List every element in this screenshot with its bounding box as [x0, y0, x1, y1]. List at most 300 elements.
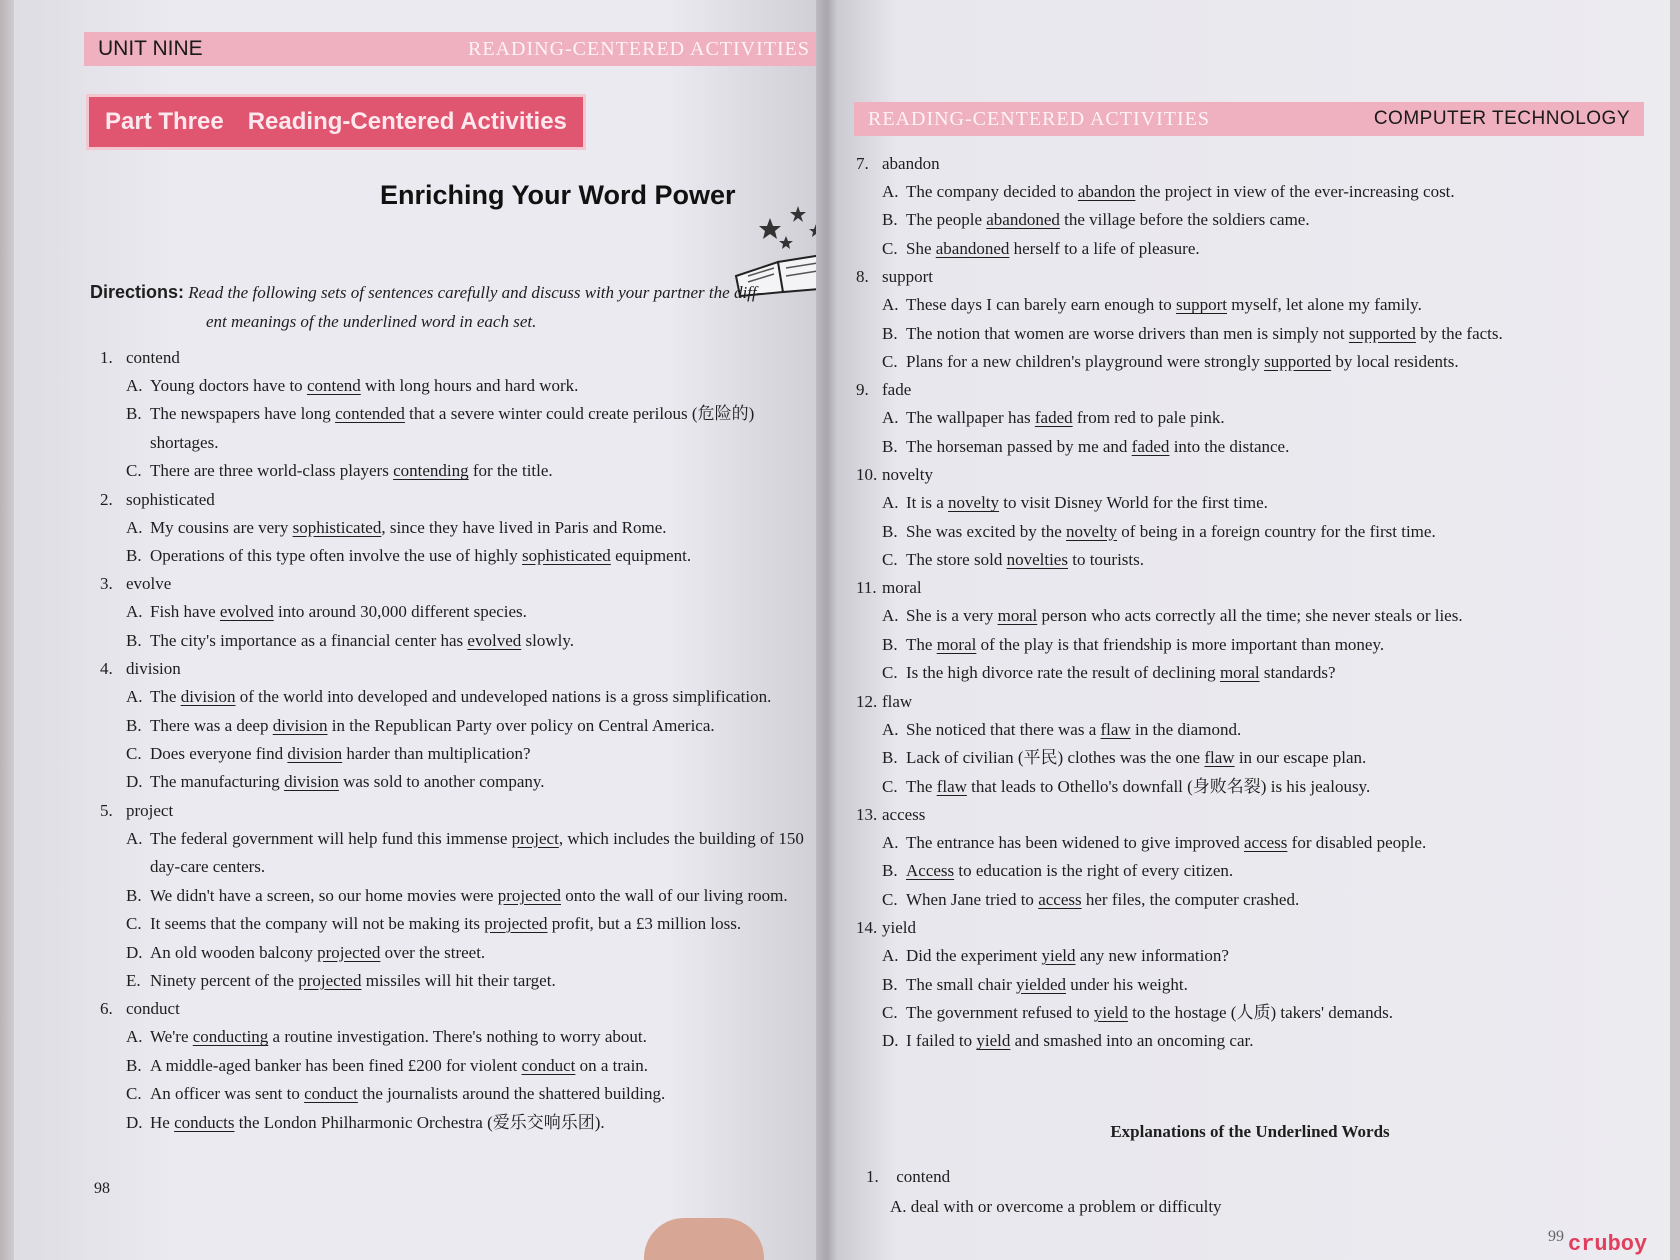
sentence-after: missiles will hit their target. [361, 970, 556, 990]
example-sentence [856, 659, 1656, 687]
word-entry [856, 914, 1656, 1056]
entry-header [856, 461, 1656, 489]
sentence-after: , since they have lived in Paris and Rome. [381, 517, 667, 537]
example-sentence [856, 744, 1656, 772]
underlined-word: contending [393, 461, 469, 481]
sentence-text [150, 372, 826, 400]
example-sentence [100, 683, 826, 711]
entry-number: 5. [100, 800, 113, 820]
sentence-after: in our escape plan. [1234, 748, 1367, 768]
sentence-before: An old wooden balcony [150, 942, 318, 962]
sentence-after: herself to a life of pleasure. [1009, 238, 1200, 258]
page-heading: Enriching Your Word Power [380, 180, 736, 210]
example-sentence [856, 348, 1656, 376]
sentence-after: to tourists. [1067, 550, 1145, 570]
example-sentence [100, 740, 826, 768]
sentence-after: to the hostage (人质) takers' demands. [1127, 1002, 1393, 1022]
sentence-after: standards? [1259, 663, 1336, 683]
example-sentence [856, 942, 1656, 970]
sentence-letter: A. [882, 182, 899, 201]
topic-label: COMPUTER TECHNOLOGY [1373, 108, 1630, 129]
sentence-before: She was excited by the [906, 521, 1067, 541]
sentence-text [150, 768, 826, 796]
sentence-letter: C. [126, 744, 142, 764]
sentence-after: into around 30,000 different species. [273, 602, 527, 622]
sentence-text [150, 598, 826, 626]
entry-word: sophisticated [126, 489, 215, 509]
sentence-text [906, 291, 1656, 319]
example-sentence [856, 716, 1656, 744]
sentence-before: The people [906, 210, 987, 230]
entry-header [856, 914, 1656, 942]
word-entry [100, 344, 826, 486]
sentence-before: The federal government will help fund this immense [150, 828, 512, 848]
sentence-text [150, 627, 826, 655]
sentence-letter: A. [882, 408, 899, 428]
underlined-word: flaw [1204, 748, 1235, 768]
example-sentence [856, 320, 1656, 348]
example-sentence [856, 235, 1656, 263]
word-entry [856, 461, 1656, 574]
sentence-after: in the diamond. [1130, 719, 1242, 739]
example-sentence [856, 773, 1656, 801]
sentence-letter: B. [126, 715, 142, 735]
underlined-word: moral [997, 606, 1038, 626]
sentence-letter: A. [126, 376, 143, 395]
sentence-before: It seems that the company will not be making its [150, 914, 485, 934]
example-sentence [856, 1027, 1656, 1055]
sentence-text [906, 942, 1656, 970]
example-sentence [100, 768, 826, 796]
sentence-letter: C. [882, 352, 898, 372]
underlined-word: moral [1219, 663, 1260, 683]
sentence-before: Did the experiment [906, 946, 1042, 966]
word-entry [100, 570, 826, 655]
sentence-after: harder than multiplication? [342, 744, 531, 764]
sentence-letter: C. [882, 550, 898, 570]
sentence-letter: B. [882, 521, 898, 541]
sentence-before: She noticed that there was a [906, 719, 1101, 739]
sentence-letter: A. [126, 828, 143, 848]
sentence-letter: C. [882, 238, 898, 258]
example-sentence [100, 910, 826, 938]
entry-word: moral [882, 578, 922, 598]
sentence-text [906, 489, 1656, 517]
sentence-after: for the title. [468, 461, 553, 481]
underlined-word: abandoned [986, 210, 1060, 230]
underlined-word: yield [1093, 1002, 1128, 1022]
sentence-after: with long hours and hard work. [360, 376, 579, 395]
sentence-text [906, 631, 1656, 659]
entry-word: conduct [126, 999, 180, 1019]
right-header-band [854, 102, 1644, 136]
sentence-before: The city's importance as a financial center has [150, 630, 468, 650]
underlined-word: yield [1041, 946, 1076, 966]
sentence-after: myself, let alone my family. [1227, 295, 1422, 315]
sentence-before: My cousins are very [150, 517, 293, 537]
sentence-before: An officer was sent to [150, 1084, 305, 1104]
word-entry [100, 797, 826, 995]
sentence-letter: B. [126, 1055, 142, 1075]
left-page [14, 0, 830, 1260]
sentence-text [150, 939, 826, 967]
underlined-word: abandoned [935, 238, 1010, 258]
sentence-after: onto the wall of our living room. [560, 885, 788, 905]
sentence-text [150, 910, 826, 938]
sentence-letter: D. [126, 772, 143, 792]
sentence-letter: A. [126, 602, 143, 622]
sentence-letter: B. [882, 210, 898, 230]
example-sentence [856, 971, 1656, 999]
sentence-before: Operations of this type often involve the use of highly [150, 546, 523, 566]
example-sentence [856, 999, 1656, 1027]
sentence-text [906, 829, 1656, 857]
sentence-text [906, 235, 1656, 263]
sentence-before: There was a deep [150, 715, 273, 735]
sentence-before: The small chair [906, 974, 1016, 994]
example-sentence [856, 857, 1656, 885]
sentence-letter: A. [882, 719, 899, 739]
sentence-after: the London Philharmonic Orchestra (爱乐交响乐团). [234, 1112, 605, 1132]
entry-number: 7. [856, 154, 869, 173]
sentence-text [906, 1027, 1656, 1055]
part-title-box [86, 94, 586, 150]
sentence-letter: C. [882, 1002, 898, 1022]
entry-number: 4. [100, 659, 113, 679]
underlined-word: sophisticated [292, 517, 382, 537]
example-sentence [856, 433, 1656, 461]
underlined-word: Access [906, 861, 955, 881]
part-title: Reading-Centered Activities [247, 108, 567, 135]
underlined-word: contended [335, 404, 405, 424]
example-sentence [100, 1080, 826, 1108]
sentence-text [906, 744, 1656, 772]
directions-text-line1: Read the following sets of sentences carefully and discuss with your partner the diff- [188, 283, 763, 302]
entry-number: 14. [856, 918, 878, 938]
word-entry [856, 801, 1656, 914]
sentence-letter: C. [126, 461, 142, 481]
underlined-word: faded [1034, 408, 1073, 428]
sentence-before: Lack of civilian (平民) clothes was the one [906, 748, 1205, 768]
sentence-letter: B. [126, 404, 142, 424]
page-number: 98 [94, 1180, 110, 1197]
sentence-before: The horseman passed by me and [906, 436, 1132, 456]
entry-word: contend [126, 348, 180, 367]
sentence-after: from red to pale pink. [1072, 408, 1225, 428]
left-entries-list [100, 344, 826, 1137]
sentence-text [150, 740, 826, 768]
sentence-text [150, 514, 826, 542]
word-entry [856, 150, 1656, 263]
sentence-letter: B. [882, 323, 898, 343]
underlined-word: support [1176, 295, 1227, 315]
example-sentence [856, 886, 1656, 914]
underlined-word: conduct [521, 1055, 576, 1075]
entry-word: project [126, 800, 174, 820]
example-sentence [856, 546, 1656, 574]
left-header-band [84, 32, 824, 66]
underlined-word: projected [497, 885, 561, 905]
sentence-after: slowly. [521, 630, 574, 650]
underlined-word: evolved [219, 602, 274, 622]
entry-header [100, 570, 826, 598]
sentence-letter: A. [882, 295, 899, 315]
sentence-after: was sold to another company. [338, 772, 545, 792]
example-sentence [100, 372, 826, 400]
sentence-letter: B. [882, 748, 898, 768]
sentence-letter: B. [126, 630, 142, 650]
sentence-before: The entrance has been widened to give improved [906, 832, 1244, 852]
sentence-before: The manufacturing [150, 772, 285, 792]
sentence-letter: C. [126, 914, 142, 934]
sentence-before: When Jane tried to [906, 889, 1039, 909]
entry-word: contend [896, 1167, 951, 1186]
sentence-text [906, 348, 1656, 376]
sentence-after: of the world into developed and undeveloped nations is a gross simplification. [235, 687, 772, 707]
entry-header [100, 995, 826, 1023]
example-sentence [100, 457, 826, 485]
sentence-letter: A. [882, 946, 899, 966]
example-sentence [100, 598, 826, 626]
entry-word: division [126, 659, 181, 679]
explanation-entry [866, 1162, 1222, 1192]
sentence-after: profit, but a £3 million loss. [547, 914, 742, 934]
right-page [830, 0, 1670, 1260]
sentence-text [906, 178, 1656, 206]
underlined-word: access [1038, 889, 1082, 909]
entry-word: novelty [882, 465, 933, 485]
sentence-before: The wallpaper has [906, 408, 1035, 428]
sentence-before: Fish have [150, 602, 220, 622]
entry-number: 1. [866, 1167, 879, 1186]
example-sentence [100, 939, 826, 967]
sentence-after: over the street. [380, 942, 486, 962]
underlined-word: yield [976, 1031, 1011, 1051]
underlined-word: division [284, 772, 339, 792]
entry-word: yield [882, 918, 916, 938]
sentence-text [906, 206, 1656, 234]
sentence-before: Young doctors have to [150, 376, 307, 395]
sentence-letter: B. [126, 885, 142, 905]
sentence-before: The company decided to [906, 182, 1078, 201]
sentence-before: Is the high divorce rate the result of declining [906, 663, 1220, 683]
sentence-text [150, 542, 826, 570]
sentence-after: equipment. [610, 546, 692, 566]
explanation-definition: A. deal with or overcome a problem or difficulty [890, 1197, 1222, 1216]
sentence-before: The [150, 687, 181, 707]
sentence-before: It is a [906, 493, 949, 513]
underlined-word: conducts [174, 1112, 235, 1132]
sentence-before: She is a very [906, 606, 998, 626]
underlined-word: contend [306, 376, 361, 395]
sentence-after: the project in view of the ever-increasing cost. [1135, 182, 1455, 201]
underlined-word: conducting [192, 1027, 269, 1047]
sentence-after: on a train. [575, 1055, 649, 1075]
example-sentence [856, 291, 1656, 319]
entry-number: 1. [100, 348, 113, 367]
directions-text-line2: ent meanings of the underlined word in each set. [206, 312, 537, 331]
sentence-before: He [150, 1112, 175, 1132]
sentence-letter: A. [882, 832, 899, 852]
entry-number: 13. [856, 804, 878, 824]
page-number: 99 [1548, 1228, 1564, 1245]
sentence-letter: C. [882, 889, 898, 909]
example-sentence [856, 829, 1656, 857]
part-label: Part Three [105, 108, 224, 135]
entry-number: 11. [856, 578, 877, 598]
sentence-letter: A. [882, 606, 899, 626]
example-sentence [856, 206, 1656, 234]
sentence-after: to education is the right of every citizen. [954, 861, 1234, 881]
sentence-text [906, 433, 1656, 461]
sentence-after: under his weight. [1066, 974, 1188, 994]
right-entries-list [856, 150, 1656, 1056]
entry-word: evolve [126, 574, 172, 594]
example-sentence [100, 400, 826, 457]
underlined-word: division [272, 715, 328, 735]
sentence-letter: D. [882, 1031, 899, 1051]
entry-number: 9. [856, 380, 869, 400]
sentence-text [150, 1080, 826, 1108]
entry-header [856, 376, 1656, 404]
sentence-after: a routine investigation. There's nothing to worry about. [268, 1027, 647, 1047]
sentence-text [906, 773, 1656, 801]
entry-word: access [882, 804, 926, 824]
example-sentence [100, 1052, 826, 1080]
sentence-letter: B. [882, 634, 898, 654]
sentence-letter: A. [882, 493, 899, 513]
sentence-after: the village before the soldiers came. [1059, 210, 1310, 230]
underlined-word: projected [317, 942, 381, 962]
word-entry [856, 263, 1656, 376]
sentence-after: by the facts. [1415, 323, 1503, 343]
underlined-word: conduct [304, 1084, 358, 1104]
sentence-before: We're [150, 1027, 193, 1047]
example-sentence [856, 518, 1656, 546]
sentence-letter: C. [882, 776, 898, 796]
sentence-before: Ninety percent of the [150, 970, 299, 990]
example-sentence [100, 542, 826, 570]
entry-header [100, 486, 826, 514]
sentence-text [150, 400, 826, 457]
sentence-after: the journalists around the shattered building. [357, 1084, 666, 1104]
underlined-word: faded [1131, 436, 1170, 456]
sentence-after: in the Republican Party over policy on Central America. [327, 715, 715, 735]
sentence-text [906, 659, 1656, 687]
book-gutter [816, 0, 838, 1260]
word-entry [856, 688, 1656, 801]
sentence-letter: C. [126, 1084, 142, 1104]
sentence-text [150, 712, 826, 740]
sentence-before: She [906, 238, 936, 258]
sentence-before: The government refused to [906, 1002, 1094, 1022]
sentence-before: There are three world-class players [150, 461, 394, 481]
entry-word: fade [882, 380, 912, 400]
underlined-word: division [180, 687, 236, 707]
sentence-before: We didn't have a screen, so our home movies were [150, 885, 498, 905]
sentence-letter: B. [126, 546, 142, 566]
sentence-text [906, 320, 1656, 348]
underlined-word: sophisticated [522, 546, 611, 566]
section-ghost-label: READING-CENTERED ACTIVITIES [868, 107, 1210, 130]
example-sentence [100, 712, 826, 740]
entry-number: 10. [856, 465, 878, 485]
underlined-word: division [287, 744, 343, 764]
directions-label: Directions: [90, 282, 185, 302]
sentence-letter: B. [882, 436, 898, 456]
sentence-text [150, 457, 826, 485]
entry-word: abandon [882, 154, 940, 173]
sentence-after: that a severe winter could create perilous (危险的) shortages. [150, 404, 755, 452]
entry-header [100, 797, 826, 825]
sentence-letter: C. [882, 663, 898, 683]
underlined-word: flaw [1100, 719, 1131, 739]
sentence-before: These days I can barely earn enough to [906, 295, 1176, 315]
sentence-text [906, 716, 1656, 744]
explanations-block [866, 1162, 1222, 1222]
sentence-before: Does everyone find [150, 744, 288, 764]
word-entry [856, 574, 1656, 687]
word-entry [856, 376, 1656, 461]
underlined-word: novelty [1066, 521, 1118, 541]
underlined-word: supported [1264, 352, 1332, 372]
entry-header [100, 655, 826, 683]
explanations-title: Explanations of the Underlined Words [1110, 1122, 1390, 1141]
sentence-letter: B. [882, 974, 898, 994]
section-ghost-label: READING-CENTERED ACTIVITIES [468, 37, 810, 60]
sentence-after: of the play is that friendship is more important than money. [976, 634, 1385, 654]
sentence-before: I failed to [906, 1031, 977, 1051]
entry-number: 2. [100, 489, 113, 509]
sentence-text [906, 546, 1656, 574]
word-entry [100, 655, 826, 797]
underlined-word: supported [1348, 323, 1416, 343]
sentence-text [906, 971, 1656, 999]
example-sentence [100, 967, 826, 995]
sentence-after: that leads to Othello's downfall (身败名裂) is his jealousy. [966, 776, 1371, 796]
sentence-after: any new information? [1075, 946, 1229, 966]
underlined-word: moral [936, 634, 977, 654]
sentence-after: for disabled people. [1287, 832, 1427, 852]
sentence-text [150, 683, 826, 711]
entry-header [856, 263, 1656, 291]
sentence-after: and smashed into an oncoming car. [1010, 1031, 1254, 1051]
sentence-before: A middle-aged banker has been fined £200 for violent [150, 1055, 522, 1075]
sentence-text [150, 882, 826, 910]
example-sentence [100, 514, 826, 542]
sentence-letter: E. [126, 970, 141, 990]
sentence-after: , which includes the building of 150 day-care centers. [150, 828, 804, 877]
sentence-before: The store sold [906, 550, 1007, 570]
sentence-letter: A. [126, 517, 143, 537]
sentence-letter: A. [126, 1027, 143, 1047]
example-sentence [100, 882, 826, 910]
sentence-before: The notion that women are worse drivers than men is simply not [906, 323, 1349, 343]
example-sentence [100, 1023, 826, 1051]
example-sentence [100, 825, 826, 882]
entry-number: 6. [100, 999, 113, 1019]
example-sentence [100, 1109, 826, 1137]
word-entry [100, 995, 826, 1137]
sentence-text [906, 886, 1656, 914]
sentence-text [906, 602, 1656, 630]
unit-label: UNIT NINE [98, 37, 203, 60]
entry-number: 8. [856, 267, 869, 287]
word-entry [100, 486, 826, 571]
sentence-text [150, 825, 826, 882]
underlined-word: evolved [467, 630, 522, 650]
sentence-after: person who acts correctly all the time; she never steals or lies. [1037, 606, 1463, 626]
